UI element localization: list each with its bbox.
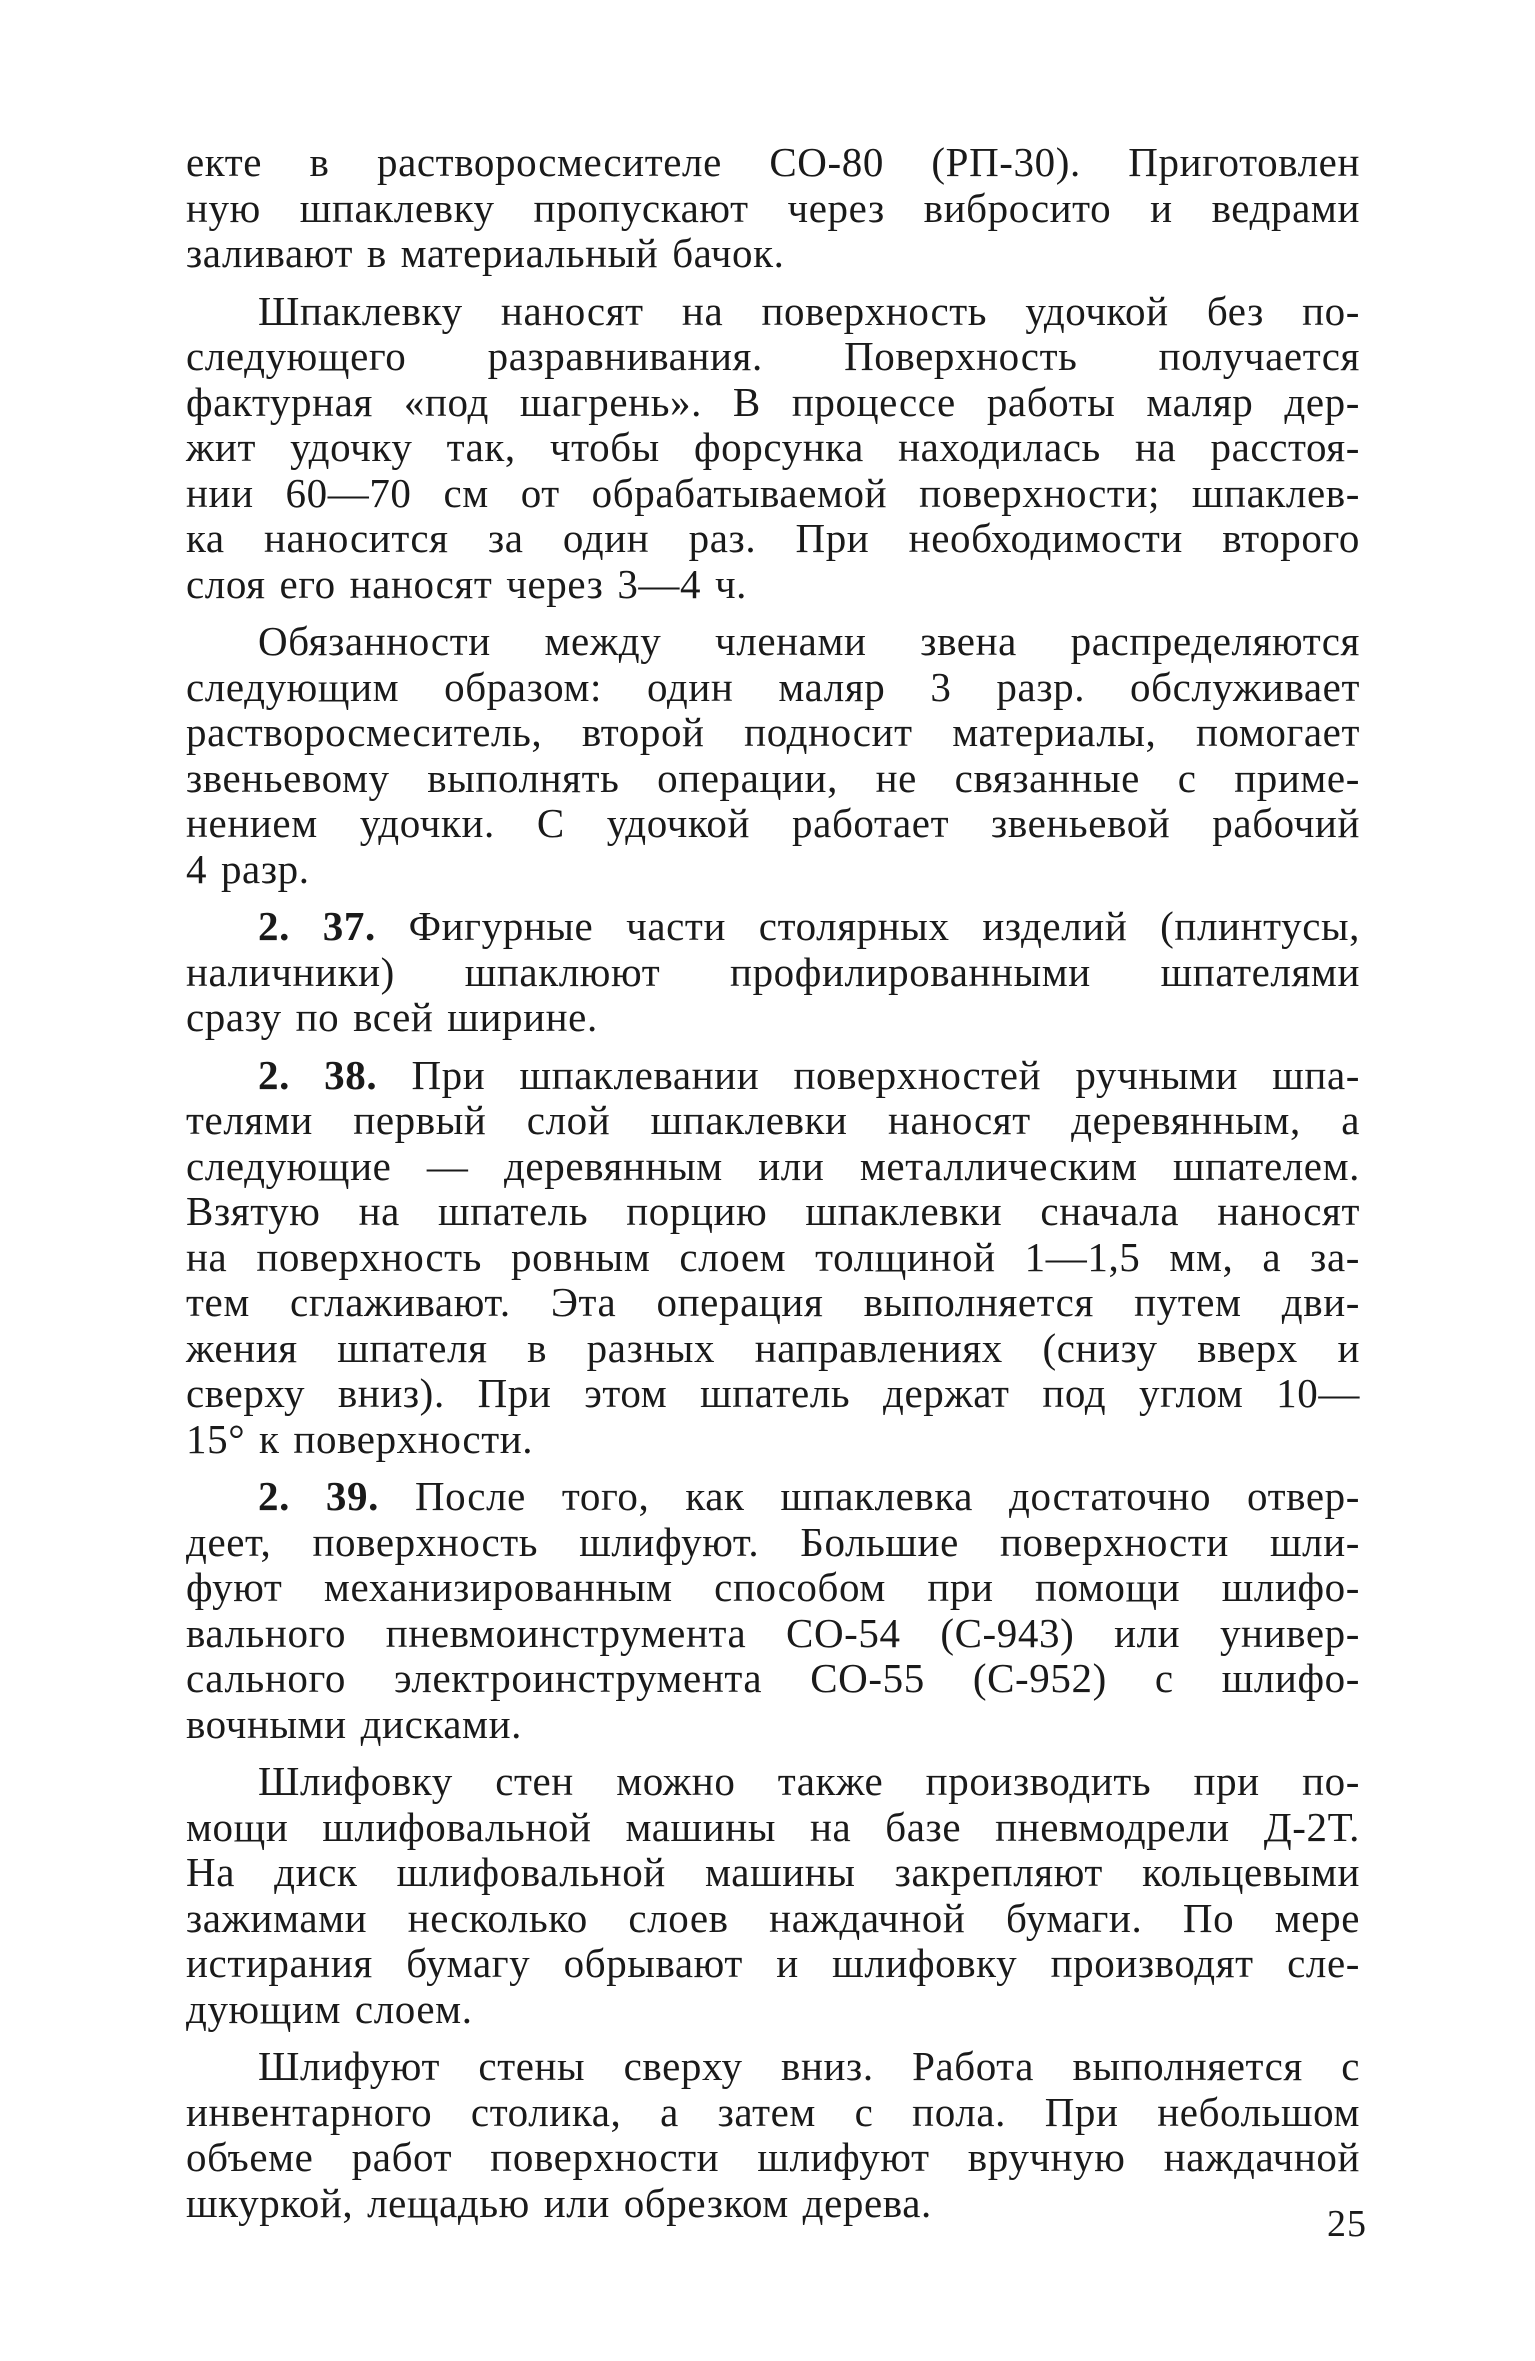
numbered-paragraph — [186, 904, 1360, 1041]
paragraph — [186, 2044, 1360, 2226]
text-fragment: При шпаклевании поверхностей ручными шпа- — [377, 1051, 1361, 1098]
text-fragment: После того, как шпаклевка достаточно отвер- — [378, 1473, 1360, 1519]
text-line: звеньевому выполнять операции, не связанные с приме- — [186, 754, 1360, 801]
paragraph — [186, 619, 1360, 892]
section-number: 2. 39. — [258, 1473, 379, 1519]
text-line: ную шпаклевку пропускают через вибросито и ведрами — [186, 184, 1360, 231]
paragraph — [186, 140, 1360, 277]
text-line: растворосмеситель, второй подносит материалы, помогает — [186, 709, 1360, 755]
text-line — [186, 904, 1360, 950]
text-line: фуют механизированным способом при помощи шлифо- — [186, 1564, 1360, 1610]
text-line: жения шпателя в разных направлениях (снизу вверх и — [186, 1324, 1360, 1371]
text-line: Шлифуют стены сверху вниз. Работа выполняется с — [258, 2043, 1360, 2089]
page-body — [186, 140, 1360, 2238]
text-line: Обязанности между членами звена распределяются — [258, 618, 1360, 664]
text-line: нением удочки. С удочкой работает звеньевой рабочий — [186, 800, 1360, 846]
text-line: деет, поверхность шлифуют. Большие поверхности шли- — [186, 1518, 1360, 1565]
text-line: сразу по всей ширине. — [186, 994, 598, 1040]
text-line — [186, 1474, 1360, 1520]
text-line — [186, 1053, 1360, 1099]
paragraph — [186, 289, 1360, 608]
text-line: следующие — деревянным или металлическим шпателем. — [186, 1142, 1360, 1189]
text-line: вочными дисками. — [186, 1700, 522, 1747]
text-line: нии 60—70 см от обрабатываемой поверхности; шпаклев- — [186, 469, 1360, 516]
text-line: сального электроинструмента СО-55 (С-952) с шлифо- — [186, 1655, 1360, 1701]
section-number: 2. 37. — [258, 903, 376, 949]
text-line: слоя его наносят через 3—4 ч. — [186, 560, 748, 607]
text-line: дующим слоем. — [186, 1985, 473, 2032]
section-number: 2. 38. — [258, 1051, 378, 1098]
text-line: шкуркой, лещадью или обрезком дерева. — [186, 2179, 932, 2226]
text-line: 4 разр. — [186, 845, 310, 892]
text-line: объеме работ поверхности шлифуют вручную наждачной — [186, 2134, 1360, 2180]
numbered-paragraph — [186, 1053, 1360, 1463]
numbered-paragraph — [186, 1474, 1360, 1747]
text-line: заливают в материальный бачок. — [186, 230, 785, 276]
text-line: Шпаклевку наносят на поверхность удочкой без по- — [258, 287, 1360, 334]
text-line: сверху вниз). При этом шпатель держат под углом 10— — [186, 1370, 1360, 1416]
text-line: наличники) шпаклюют профилированными шпателями — [186, 948, 1360, 995]
text-line: телями первый слой шпаклевки наносят деревянным, а — [186, 1097, 1360, 1143]
text-line: зажимами несколько слоев наждачной бумаги. По мере — [186, 1894, 1360, 1941]
text-line: ка наносится за один раз. При необходимости второго — [186, 515, 1360, 561]
text-line: екте в растворосмесителе СО-80 (РП-30). Приготовлен — [186, 139, 1360, 185]
text-line: инвентарного столика, а затем с пола. При небольшом — [186, 2088, 1360, 2135]
text-line: на поверхность ровным слоем толщиной 1—1,5 мм, а за- — [186, 1233, 1360, 1280]
text-line: следующим образом: один маляр 3 разр. обслуживает — [186, 663, 1360, 710]
paragraph — [186, 1759, 1360, 2032]
text-line: следующего разравнивания. Поверхность получается — [186, 333, 1360, 379]
text-line: вального пневмоинструмента СО-54 (С-943) или универ- — [186, 1609, 1360, 1656]
text-line: тем сглаживают. Эта операция выполняется путем дви- — [186, 1279, 1360, 1325]
text-line: 15° к поверхности. — [186, 1415, 534, 1462]
page-number: 25 — [1327, 2203, 1367, 2245]
text-line: мощи шлифовальной машины на базе пневмодрели Д-2Т. — [186, 1803, 1360, 1850]
text-line: Шлифовку стен можно также производить при по- — [258, 1758, 1360, 1804]
text-line: На диск шлифовальной машины закрепляют кольцевыми — [186, 1849, 1360, 1895]
text-line: фактурная «под шагрень». В процессе работы маляр дер- — [186, 378, 1360, 425]
text-line: Взятую на шпатель порцию шпаклевки сначала наносят — [186, 1188, 1360, 1234]
text-line: жит удочку так, чтобы форсунка находилась на расстоя- — [186, 424, 1360, 470]
text-fragment: Фигурные части столярных изделий (плинтусы, — [375, 903, 1360, 949]
text-line: истирания бумагу обрывают и шлифовку производят сле- — [186, 1940, 1360, 1986]
